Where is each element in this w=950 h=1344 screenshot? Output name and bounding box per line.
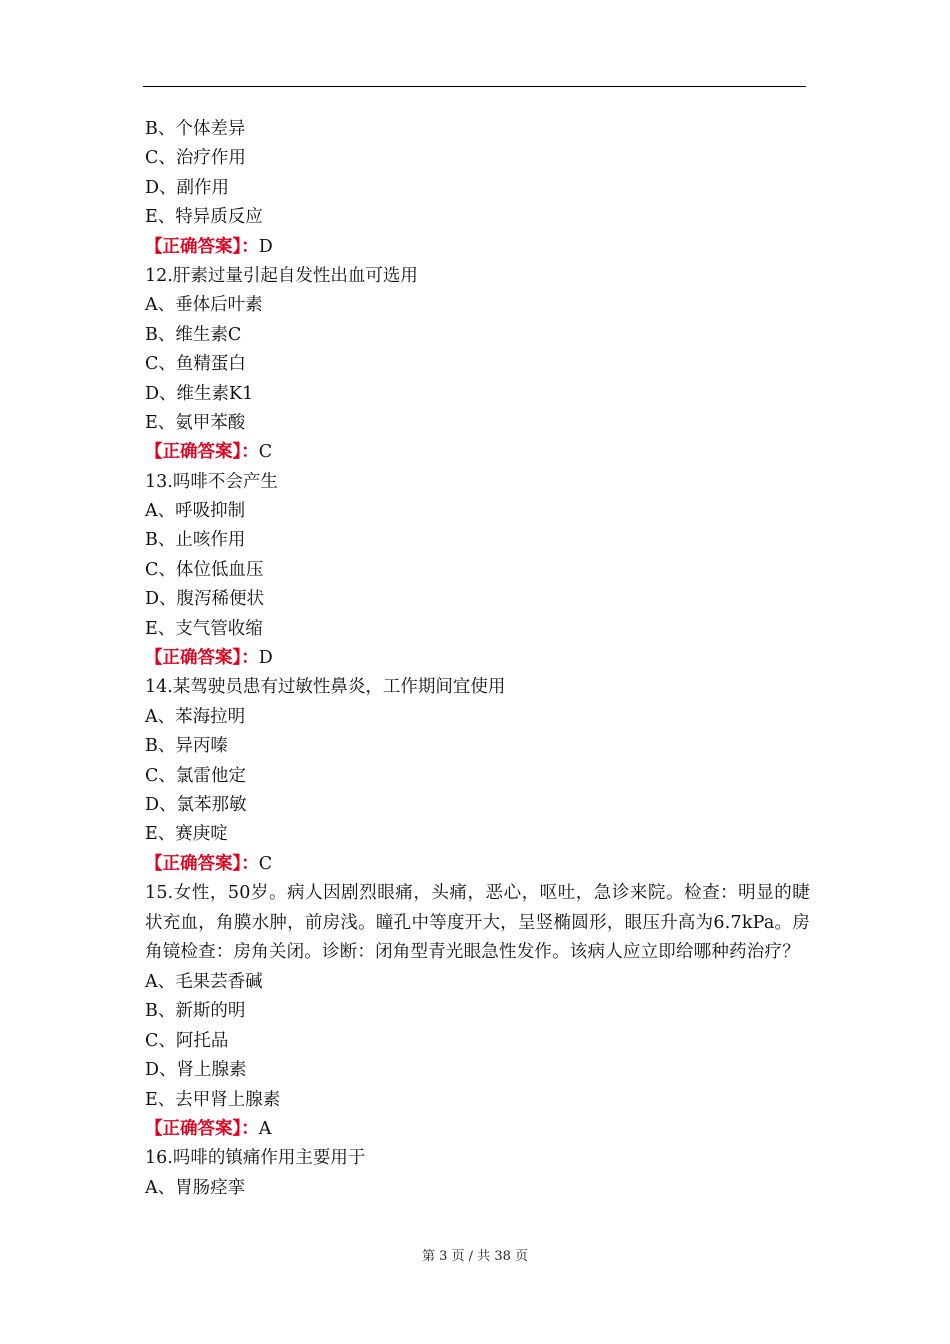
answer-option: B、异丙嗪 [145,736,228,757]
correct-answer [145,233,810,262]
question-text: 15.女性，50岁。病人因剧烈眼痛，头痛，恶心，呕吐，急诊来院。检查：明显的睫状充血，角膜水肿，前房浅。瞳孔中等度开大，呈竖椭圆形，眼压升高为6.7kPa。房角镜检查：房角关闭。诊断：闭角型青光眼急性发作。该病人应立即给哪种药治疗？ [145,883,810,963]
answer-option: D、氯苯那敏 [145,794,247,815]
answer-value: D [258,648,273,669]
correct-answer [145,644,810,673]
answer-value: C [258,853,273,874]
answer-option: A、胃肠痉挛 [145,1177,246,1198]
answer-option: D、肾上腺素 [145,1060,247,1081]
answer-option: E、特异质反应 [145,207,263,228]
answer-option: C、氯雷他定 [145,765,246,786]
answer-option: D、腹泻稀便状 [145,589,265,610]
correct-answer [145,850,810,879]
answer-label: 【正确答案】： [145,1118,259,1139]
correct-answer [145,438,810,467]
answer-option: A、毛果芸香碱 [145,971,263,992]
answer-option: E、氨甲苯酸 [145,412,246,433]
answer-option: E、去甲肾上腺素 [145,1089,281,1110]
answer-option: C、治疗作用 [145,148,246,169]
question-text: 13.吗啡不会产生 [145,471,278,492]
answer-option: E、赛庚啶 [145,824,228,845]
answer-option: C、阿托品 [145,1030,229,1051]
answer-option: D、副作用 [145,177,230,198]
answer-value: D [258,236,273,257]
answer-option: C、鱼精蛋白 [145,354,246,375]
answer-option: B、个体差异 [145,119,246,139]
answer-option: B、止咳作用 [145,530,246,551]
answer-option: A、苯海拉明 [145,706,246,727]
correct-answer [145,1115,810,1144]
document-body [145,115,810,1203]
question-text: 16.吗啡的镇痛作用主要用于 [145,1148,366,1169]
answer-option: D、维生素K1 [145,383,254,404]
answer-option: B、新斯的明 [145,1001,246,1022]
answer-option: C、体位低血压 [145,559,264,580]
answer-option: A、呼吸抑制 [145,501,246,522]
question-text: 14.某驾驶员患有过敏性鼻炎，工作期间宜使用 [145,677,506,698]
header-rule [143,86,806,87]
page-footer: 第 3 页 / 共 38 页 [422,1249,528,1264]
answer-label: 【正确答案】： [145,236,259,257]
answer-value: A [258,1118,272,1139]
answer-option: A、垂体后叶素 [145,295,263,316]
answer-option: E、支气管收缩 [145,618,263,639]
answer-label: 【正确答案】： [145,853,259,874]
answer-label: 【正确答案】： [145,648,259,669]
answer-option: B、维生素C [145,324,242,345]
answer-label: 【正确答案】： [145,442,259,463]
answer-value: C [258,442,273,463]
question-text: 12.肝素过量引起自发性出血可选用 [145,265,418,286]
